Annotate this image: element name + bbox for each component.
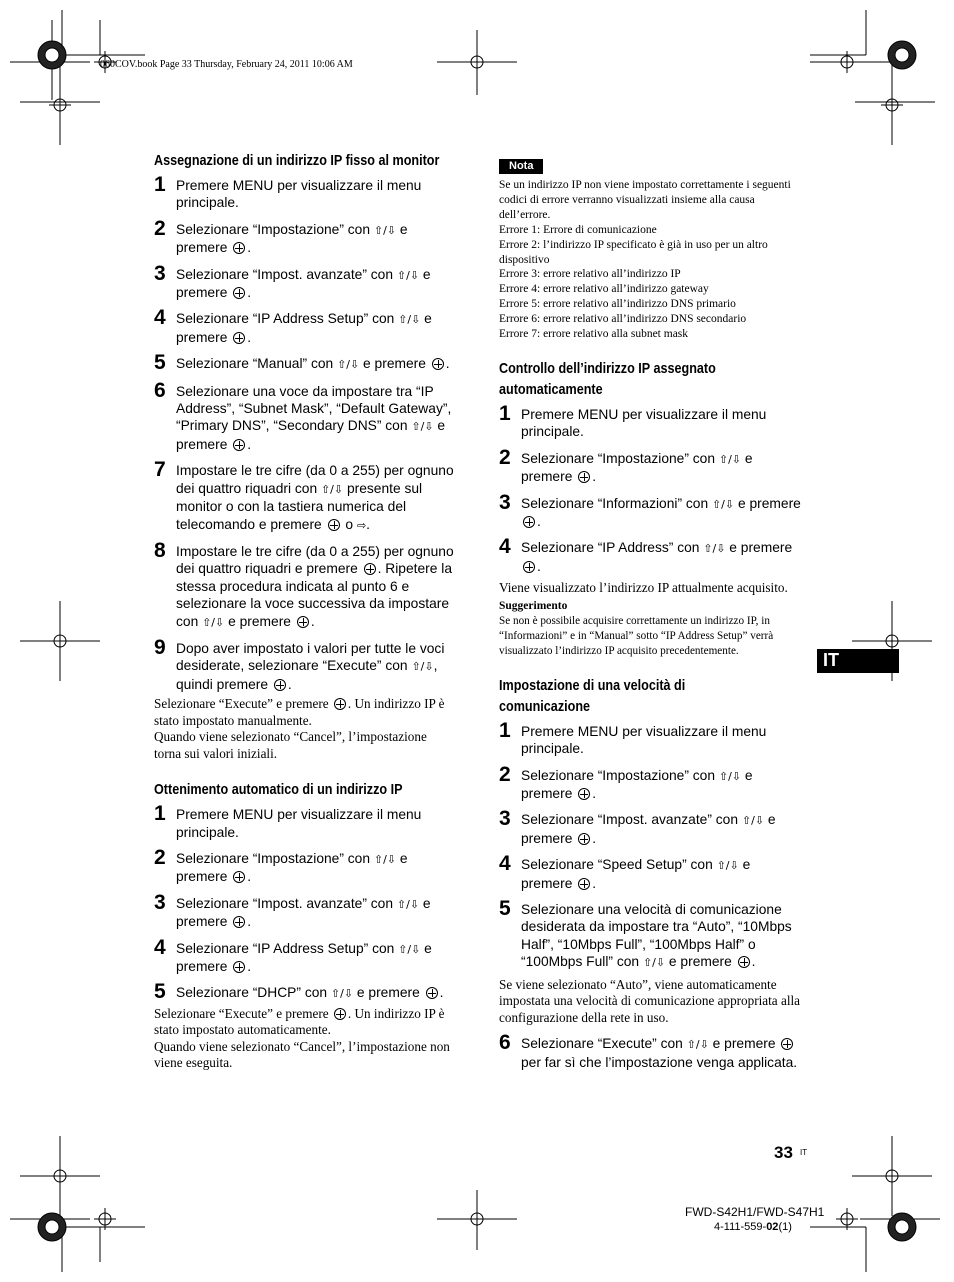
enter-button-icon (233, 332, 245, 344)
enter-button-icon (781, 1038, 793, 1050)
step-number: 2 (154, 845, 166, 869)
note-line: Errore 1: Errore di comunicazione (499, 223, 657, 236)
step-text: Premere MENU per visualizzare il menu principale. (521, 406, 767, 440)
step-number: 6 (499, 1031, 511, 1055)
step-text: Selezionare “Impost. avanzate” con (521, 812, 739, 828)
step-text: e premere (176, 850, 408, 885)
up-down-arrow-icon: ⇧/⇩ (373, 852, 397, 866)
up-down-arrow-icon: ⇧/⇩ (711, 497, 735, 511)
up-down-arrow-icon: ⇧/⇩ (337, 358, 360, 372)
step: 2 Selezionare “Impostazione” con ⇧/⇩ e premere . (499, 445, 753, 485)
enter-button-icon (738, 956, 750, 968)
up-down-arrow-icon: ⇧/⇩ (716, 859, 739, 873)
note-line: Se un indirizzo IP non viene impostato correttamente i seguenti codici di errore verranno visualizzati insieme alla causa dell’errore. (499, 179, 791, 221)
step: 5 Selezionare “DHCP” con ⇧/⇩ e premere . (154, 980, 444, 1004)
step-text: e premere (228, 613, 291, 629)
code-part: (1) (778, 1221, 792, 1233)
code-part: 4-111-559- (714, 1221, 767, 1233)
up-down-arrow-icon: ⇧/⇩ (320, 482, 344, 496)
up-down-arrow-icon: ⇧/⇩ (686, 1038, 709, 1052)
step-text: Premere MENU per visualizzare il menu principale. (176, 178, 422, 211)
step-number: 5 (154, 351, 166, 375)
step: 4 Selezionare “Speed Setup” con ⇧/⇩ e premere . (499, 852, 751, 891)
step-number: 1 (154, 173, 166, 196)
up-down-arrow-icon: ⇧/⇩ (411, 420, 434, 434)
step (154, 173, 454, 212)
up-down-arrow-icon: ⇧/⇩ (718, 452, 742, 466)
step-number: 3 (499, 807, 511, 831)
step-text: Impostare le tre cifre (da 0 a 255) per ognuno dei quattro riquadri con (176, 463, 454, 496)
step-text: Premere MENU per visualizzare il menu principale. (521, 723, 767, 757)
up-down-arrow-icon: ⇧/⇩ (396, 268, 420, 282)
enter-button-icon (233, 439, 245, 451)
step-number: 9 (154, 635, 166, 659)
enter-button-icon (426, 987, 438, 999)
enter-button-icon (334, 1008, 346, 1020)
up-down-arrow-icon: ⇧/⇩ (411, 660, 434, 674)
result-text: . Un indirizzo IP è stato impostato manualmente. (154, 696, 445, 728)
language-tab-label: IT (823, 650, 839, 670)
step: 2 Selezionare “Impostazione” con ⇧/⇩ e premere . (499, 762, 753, 801)
note-line: Errore 4: errore relativo all’indirizzo gateway (499, 283, 709, 296)
step-text: e premere (176, 311, 432, 345)
step-text: e premere (521, 767, 753, 801)
enter-button-icon (233, 871, 245, 883)
step-text: Selezionare “Impostazione” con (521, 767, 716, 783)
step-number: 6 (154, 378, 166, 402)
enter-button-icon (233, 287, 245, 299)
enter-button-icon (364, 563, 376, 575)
step: 2 Selezionare “Impostazione” con ⇧/⇩ e premere . (154, 216, 408, 256)
step-number: 5 (154, 980, 166, 1004)
step-text: e premere (176, 895, 431, 930)
page-number-suffix: IT (800, 1148, 808, 1157)
step-number: 3 (499, 490, 511, 514)
step-text: Dopo aver impostato i valori per tutte le voci desiderate, selezionare “Execute” con (176, 640, 445, 674)
up-down-arrow-icon: ⇧/⇩ (202, 615, 225, 629)
step-text: Selezionare “Informazioni” con (521, 495, 709, 511)
step-text: e premere (176, 221, 408, 256)
result-note: Viene visualizzato l’indirizzo IP attualmente acquisito. (499, 580, 788, 596)
step-number: 1 (499, 401, 511, 425)
step: 4 Selezionare “IP Address” con ⇧/⇩ e premere . (499, 535, 793, 574)
enter-button-icon (578, 833, 590, 845)
result-text: . Un indirizzo IP è stato impostato automaticamente. (154, 1005, 445, 1038)
step (154, 802, 454, 841)
step: 4 Selezionare “IP Address Setup” con ⇧/⇩ e premere . (154, 935, 432, 974)
step: 6 Selezionare una voce da impostare tra “IP Address”, “Subnet Mask”, “Default Gateway”, “Primary DNS”, “Secondary DNS” con ⇧/⇩ e premere . (154, 378, 452, 452)
step-number: 5 (499, 896, 511, 920)
step-number: 1 (499, 718, 511, 742)
enter-button-icon (274, 679, 286, 691)
step-text: Selezionare “Impostazione” con (521, 450, 716, 466)
step-text: presente sul monitor o con la tastiera numerica del telecomando e premere (176, 480, 423, 532)
step-text: Selezionare “IP Address Setup” con (176, 311, 395, 327)
cancel-note: Quando viene selezionato “Cancel”, l’impostazione non viene eseguita. (154, 1038, 450, 1071)
step-text: Selezionare “Manual” con (176, 356, 334, 372)
up-down-arrow-icon: ⇧/⇩ (373, 223, 397, 237)
step-text: Selezionare “IP Address Setup” con (176, 940, 395, 956)
up-down-arrow-icon: ⇧/⇩ (741, 814, 765, 828)
step-text: e premere (737, 495, 801, 511)
tip-text: Se non è possibile acquisire correttamente un indirizzo IP, in “Informazioni” e in “Manual” sotto “IP Address Setup” verrà visualizzato l’indirizzo IP acquisito precedentemente. (499, 614, 774, 657)
step-number: 7 (154, 458, 166, 482)
step-text: Selezionare “Impostazione” con (176, 221, 371, 237)
enter-button-icon (334, 698, 346, 710)
enter-button-icon (297, 616, 309, 628)
note-body (499, 178, 801, 342)
step: 7 Impostare le tre cifre (da 0 a 255) per ognuno dei quattro riquadri con ⇧/⇩ presente sul monitor o con la tastiera numerica del telecomando e premere o ⇨. (154, 458, 454, 532)
step-text: e premere (356, 985, 420, 1001)
step-text: e premere (176, 418, 446, 452)
result-note: Se viene selezionato “Auto”, viene automaticamente impostata una velocità di comunicazione appropriata alla configurazione della rete in uso. (499, 976, 800, 1025)
step-text: e premere (521, 450, 753, 485)
step (499, 718, 801, 758)
note-line: Errore 7: errore relativo alla subnet mask (499, 328, 689, 341)
step-text: e premere (176, 266, 431, 301)
step-number: 2 (154, 216, 166, 240)
step: 2 Selezionare “Impostazione” con ⇧/⇩ e premere . (154, 845, 408, 885)
document-code (714, 1221, 792, 1233)
step-text: o (345, 516, 354, 532)
step (499, 401, 801, 441)
step-text: Selezionare “Impostazione” con (176, 850, 371, 866)
step-text: Impostare le tre cifre (da 0 a 255) per ognuno dei quattro riquadri e premere (176, 543, 454, 577)
step (499, 1031, 801, 1071)
page-number: 33 (774, 1143, 793, 1162)
step-text: Selezionare “DHCP” con (176, 985, 328, 1001)
step-text: e premere (176, 940, 432, 974)
enter-button-icon (523, 561, 535, 573)
note-line: Errore 3: errore relativo all’indirizzo IP (499, 268, 681, 281)
tip-title: Suggerimento (499, 599, 568, 612)
step-number: 2 (499, 762, 511, 786)
up-down-arrow-icon: ⇧/⇩ (398, 942, 421, 956)
result-note (154, 696, 454, 729)
step: 3 Selezionare “Impost. avanzate” con ⇧/⇩ e premere . (499, 807, 776, 846)
enter-button-icon (578, 878, 590, 890)
step-text: Selezionare una voce da impostare tra “IP Address”, “Subnet Mask”, “Default Gateway”, “Primary DNS”, “Secondary DNS” con (176, 383, 452, 434)
step-number: 4 (154, 935, 166, 959)
step-text: e premere (521, 812, 776, 846)
section-title-check-ip: Controllo dell’indirizzo IP assegnato automaticamente (499, 359, 716, 398)
result-text: Selezionare “Execute” e premere (154, 696, 329, 712)
step-number: 8 (154, 538, 166, 562)
step-text: e premere (712, 1036, 776, 1052)
book-header: 060COV.book Page 33 Thursday, February 24, 2011 10:06 AM (100, 59, 353, 70)
code-part: 02 (766, 1221, 779, 1233)
step-text: Selezionare “Impost. avanzate” con (176, 266, 394, 282)
step-number: 3 (154, 261, 166, 285)
step-text: . Ripetere la stessa procedura indicata al punto 6 e selezionare la voce successiva da impostare con (176, 561, 452, 629)
step-number: 4 (154, 306, 166, 330)
up-down-arrow-icon: ⇧/⇩ (703, 542, 726, 556)
step-text: Premere MENU per visualizzare il menu principale. (176, 807, 422, 840)
step: 3 Selezionare “Impost. avanzate” con ⇧/⇩ e premere . (154, 890, 431, 930)
step-text: e premere (521, 857, 751, 891)
step-text: Selezionare “Execute” con (521, 1036, 683, 1052)
enter-button-icon (578, 471, 590, 483)
enter-button-icon (233, 916, 245, 928)
enter-button-icon (328, 519, 340, 531)
result-text: Selezionare “Execute” e premere (154, 1005, 329, 1021)
enter-button-icon (233, 961, 245, 973)
cancel-note: Quando viene selezionato “Cancel”, l’impostazione torna sui valori iniziali. (154, 729, 427, 761)
step-number: 1 (154, 802, 166, 826)
step: 3 Selezionare “Informazioni” con ⇧/⇩ e premere . (499, 490, 801, 529)
up-down-arrow-icon: ⇧/⇩ (398, 313, 421, 327)
step-text: per far sì che l’impostazione venga applicata. (521, 1054, 798, 1070)
result-note (154, 1006, 454, 1039)
step-text: Selezionare “Impost. avanzate” con (176, 895, 394, 911)
step: 4 Selezionare “IP Address Setup” con ⇧/⇩ e premere . (154, 306, 432, 345)
up-down-arrow-icon: ⇧/⇩ (642, 956, 666, 970)
enter-button-icon (432, 358, 444, 370)
section-title-speed: Impostazione di una velocità di comunicazione (499, 676, 686, 715)
step: 5 Selezionare “Manual” con ⇧/⇩ e premere . (154, 351, 450, 375)
note-line: Errore 2: l’indirizzo IP specificato è già in uso per un altro dispositivo (499, 238, 768, 266)
note-badge: Nota (499, 159, 543, 174)
step-text: , quindi premere (176, 658, 438, 692)
model-number: FWD-S42H1/FWD-S47H1 (685, 1205, 825, 1219)
step: 5 Selezionare una velocità di comunicazione desiderata da impostare tra “Auto”, “10Mbps Half”, “10Mbps Full”, “100Mbps Half” o “100Mbps Full” con ⇧/⇩ e premere . (499, 896, 792, 970)
enter-button-icon (578, 788, 590, 800)
right-column (499, 156, 801, 1080)
up-down-arrow-icon: ⇧/⇩ (330, 987, 354, 1001)
step-text: e premere (363, 356, 426, 372)
step-text: Selezionare “IP Address” con (521, 540, 700, 556)
step-text: Selezionare “Speed Setup” con (521, 857, 713, 873)
section-title-fixed-ip: Assegnazione di un indirizzo IP fisso al monitor (154, 152, 440, 169)
note-line: Errore 6: errore relativo all’indirizzo DNS secondario (499, 313, 747, 326)
step: 3 Selezionare “Impost. avanzate” con ⇧/⇩ e premere . (154, 261, 431, 301)
left-column (154, 150, 454, 1072)
language-tab (817, 649, 899, 673)
step-number: 4 (499, 535, 511, 559)
step: 8 Impostare le tre cifre (da 0 a 255) per ognuno dei quattro riquadri e premere . Ripetere la stessa procedura indicata al punto 6 e selezionare la voce successiva da impostare con ⇧/⇩ e premere . (154, 538, 454, 629)
section-title-auto-ip: Ottenimento automatico di un indirizzo IP (154, 781, 403, 799)
step-number: 4 (499, 852, 511, 876)
up-down-arrow-icon: ⇧/⇩ (718, 769, 742, 783)
step: 9 Dopo aver impostato i valori per tutte le voci desiderate, selezionare “Execute” con ⇧/⇩, quindi premere . (154, 635, 445, 692)
step-number: 3 (154, 890, 166, 914)
step-text: e premere (668, 954, 732, 970)
step-text: Selezionare una velocità di comunicazione desiderata da impostare tra “Auto”, “10Mbps Half”, “10Mbps Full”, “100Mbps Half” o “100Mbps Full” con (521, 901, 792, 970)
step-text: e premere (729, 540, 793, 556)
enter-button-icon (233, 242, 245, 254)
step-number: 2 (499, 445, 511, 469)
up-down-arrow-icon: ⇧/⇩ (396, 897, 420, 911)
note-line: Errore 5: errore relativo all’indirizzo DNS primario (499, 298, 736, 311)
enter-button-icon (523, 516, 535, 528)
right-arrow-icon: ⇨ (356, 518, 367, 532)
